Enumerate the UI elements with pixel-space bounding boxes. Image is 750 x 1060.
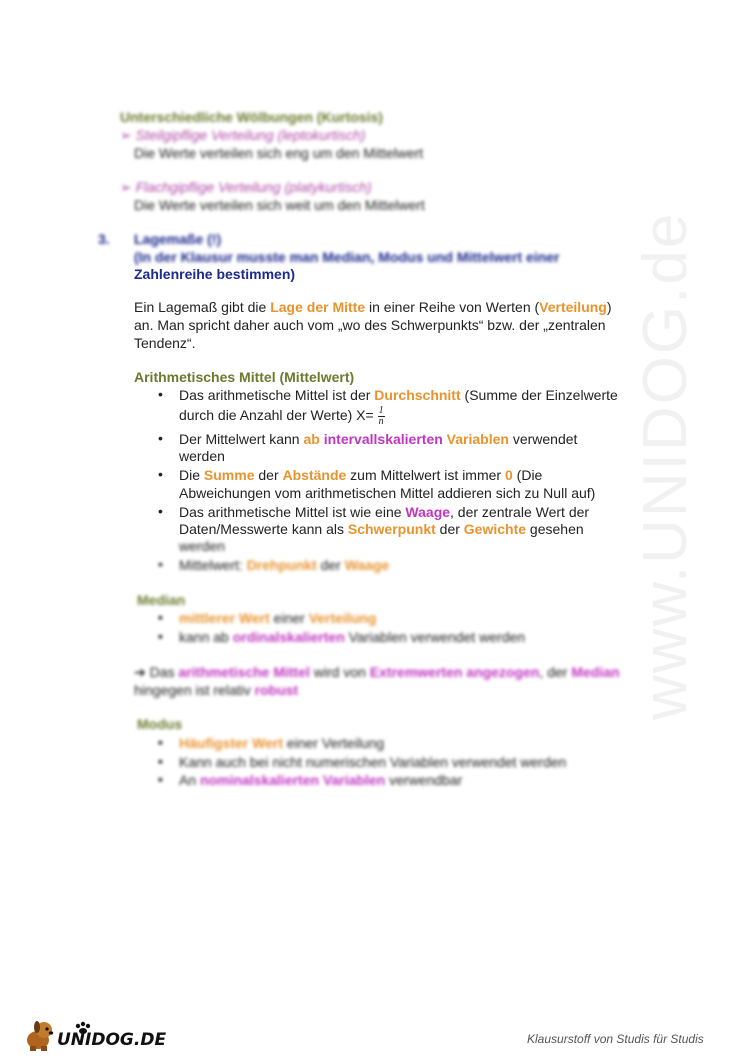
footer-tagline: Klausurstoff von Studis für Studis <box>527 1032 704 1046</box>
mittel-b3-line2: Abweichungen vom arithmetischen Mittel addieren sich zu Null auf) <box>179 485 596 501</box>
intro-line3: Tendenz“. <box>134 335 196 351</box>
text: Variablen verwendet werden <box>344 629 526 645</box>
text: Daten/Messwerte kann als <box>179 521 348 537</box>
logo-text: UNIDOG.DE <box>57 1030 167 1050</box>
bullet-icon: ▪ <box>158 771 163 787</box>
text: verwendet <box>508 431 578 447</box>
text: Mittelwert: <box>179 557 247 573</box>
text: verwendbar <box>385 772 463 788</box>
modus-b2: Kann auch bei nicht numerischen Variablen verwendet werden <box>179 754 567 770</box>
section-number: 3. <box>98 231 110 247</box>
kurtosis-item1-text: Die Werte verteilen sich eng um den Mittelwert <box>134 145 424 161</box>
intro-text: in einer Reihe von Werten ( <box>365 299 540 315</box>
text: der <box>435 521 464 537</box>
text: der <box>254 467 283 483</box>
fraction-numerator: 1 <box>378 405 384 416</box>
highlight: mittlerer Wert <box>179 610 270 626</box>
text: wird von <box>309 664 370 680</box>
text: hingegen ist relativ <box>134 682 255 698</box>
modus-b1 <box>179 734 384 752</box>
mittel-b4-line2 <box>179 520 584 538</box>
highlight: Abstände <box>282 467 347 483</box>
kurtosis-item2-title: ➢ Flachgipflige Verteilung (platykurtisch) <box>120 179 372 195</box>
bullet-icon: ▪ <box>158 734 163 750</box>
bullet-icon: • <box>158 556 163 572</box>
kurtosis-item2-text: Die Werte verteilen sich weit um den Mittelwert <box>134 197 425 213</box>
highlight: Durchschnitt <box>374 387 461 403</box>
text: kann ab <box>179 629 233 645</box>
highlight: Häufigster Wert <box>179 735 283 751</box>
highlight: 0 <box>504 467 513 483</box>
text: (Summe der Einzelwerte <box>460 387 618 403</box>
unidog-logo[interactable] <box>22 1018 182 1054</box>
highlight: Waage <box>405 504 451 520</box>
intro-text: ) <box>606 299 612 315</box>
mittel-b5 <box>179 556 389 574</box>
mittel-b4-line3: werden <box>179 538 225 554</box>
highlight: Drehpunkt <box>246 557 317 573</box>
text: zum Mittelwert ist immer <box>346 467 505 483</box>
highlight: Verteilung <box>308 610 377 626</box>
mittel-heading: Arithmetisches Mittel (Mittelwert) <box>134 369 355 385</box>
highlight: ab <box>303 431 320 447</box>
text: Die <box>179 467 204 483</box>
modus-b3 <box>179 771 462 789</box>
text: durch die Anzahl der Werte) X= <box>179 407 378 424</box>
section-note-line2: Zahlenreihe bestimmen) <box>134 266 296 282</box>
bullet-icon: • <box>158 430 163 446</box>
section-title: Lagemaße (!) <box>134 231 222 247</box>
median-b2 <box>179 628 525 646</box>
arrow-note-line1 <box>134 663 620 681</box>
text: Der Mittelwert kann <box>179 431 304 447</box>
fraction-denominator: n <box>378 416 384 427</box>
text: gesehen <box>526 521 584 537</box>
text: einer Verteilung <box>282 735 385 751</box>
median-b1 <box>179 609 376 627</box>
kurtosis-heading: Unterschiedliche Wölbungen (Kurtosis) <box>120 109 383 125</box>
mittel-b4-line1 <box>179 503 589 521</box>
modus-heading: Modus <box>137 716 183 732</box>
text: Das arithmetische Mittel ist wie eine <box>179 504 406 520</box>
highlight: Schwerpunkt <box>347 521 436 537</box>
text: , der <box>539 664 572 680</box>
highlight: intervallskalierten <box>323 431 443 447</box>
text: (Die <box>512 467 543 483</box>
kurtosis-item1-title: ➢ Steilgipflige Verteilung (leptokurtisch) <box>120 127 366 143</box>
mittel-b2-line1 <box>179 430 577 448</box>
highlight: nominalskalierten Variablen <box>200 772 386 788</box>
mittel-b1-line2 <box>179 406 385 427</box>
text: Das arithmetische Mittel ist der <box>179 387 375 403</box>
bullet-icon: ▪ <box>158 753 163 769</box>
text: An <box>179 772 201 788</box>
highlight: robust <box>254 682 299 698</box>
highlight: Waage <box>344 557 390 573</box>
intro-line2: an. Man spricht daher auch vom „wo des Schwerpunkts“ bzw. der „zentralen <box>134 317 606 333</box>
intro-highlight: Lage der Mitte <box>270 299 366 315</box>
highlight: Median <box>571 664 620 680</box>
bullet-icon: • <box>158 466 163 482</box>
highlight: Extremwerten angezogen <box>369 664 540 680</box>
text: einer <box>269 610 309 626</box>
watermark: www.UNIDOG.de <box>631 211 700 720</box>
bullet-icon: ▪ <box>158 628 163 644</box>
intro-text: Ein Lagemaß gibt die <box>134 299 271 315</box>
highlight: Summe <box>203 467 255 483</box>
fraction <box>378 406 385 427</box>
bullet-icon: ▪ <box>158 609 163 625</box>
text: ➔ Das <box>134 664 179 680</box>
text: der <box>316 557 345 573</box>
highlight: arithmetische Mittel <box>178 664 310 680</box>
highlight: ordinalskalierten <box>232 629 345 645</box>
bullet-icon: • <box>158 503 163 519</box>
highlight: Variablen <box>446 431 509 447</box>
mittel-b2-line2: werden <box>179 448 225 464</box>
mittel-b3-line1 <box>179 466 542 484</box>
mittel-b1-line1 <box>179 386 618 404</box>
section-note-line1: (In der Klausur musste man Median, Modus und Mittelwert einer <box>134 249 560 265</box>
bullet-icon: • <box>158 386 163 402</box>
text: , der zentrale Wert der <box>450 504 590 520</box>
highlight: Gewichte <box>463 521 527 537</box>
intro-line1 <box>134 298 612 316</box>
intro-highlight: Verteilung <box>539 299 607 315</box>
median-heading: Median <box>137 592 186 608</box>
arrow-note-line2 <box>134 681 298 699</box>
